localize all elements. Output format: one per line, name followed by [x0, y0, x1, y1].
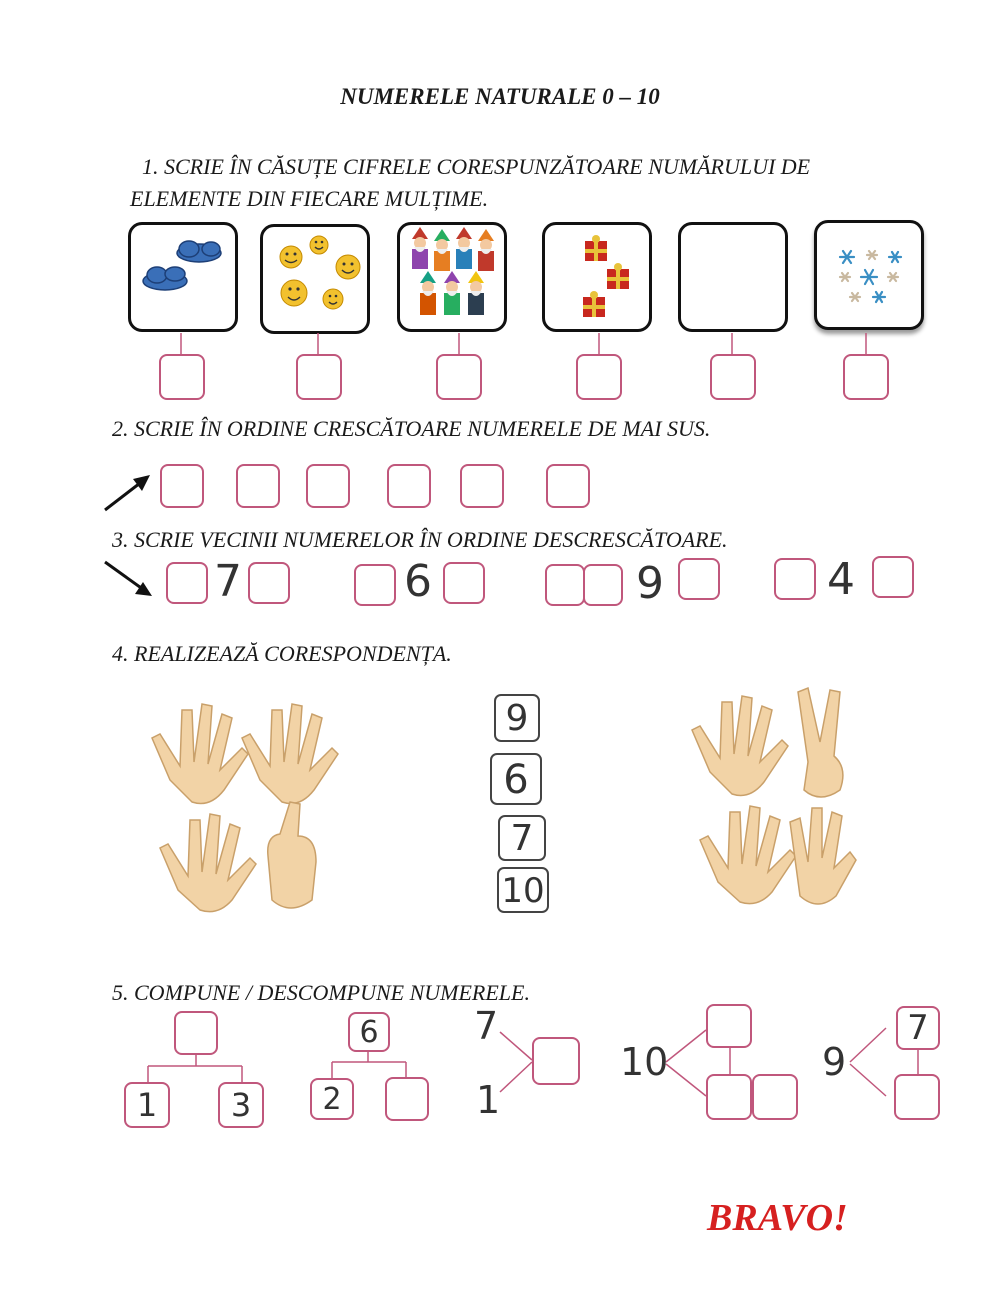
page-title: NUMERELE NATURALE 0 – 10: [340, 84, 660, 109]
hand-four-fingers: [790, 808, 856, 904]
task1-instruction-line1: 1. SCRIE ÎN CĂSUȚE CIFRELE CORESPUNZĂTOARE NUMĂRULUI DE: [142, 154, 811, 179]
neighbor-number-4: 4: [827, 554, 855, 605]
sum-1-3-box[interactable]: [174, 1011, 218, 1055]
neighbor-6-right-box[interactable]: [443, 562, 485, 604]
match-number-7: 7: [498, 815, 546, 861]
hand-open-4: [692, 696, 788, 796]
set-count-box-3[interactable]: [436, 354, 482, 400]
set-count-box-1[interactable]: [159, 354, 205, 400]
hands-right-group: [680, 682, 870, 914]
match-number-6: 6: [490, 753, 542, 805]
tree2-missing-part-box[interactable]: [385, 1077, 429, 1121]
neighbor-7-right-box[interactable]: [248, 562, 290, 604]
set-count-box-6[interactable]: [843, 354, 889, 400]
ascending-box-5[interactable]: [460, 464, 504, 508]
ascending-box-6[interactable]: [546, 464, 590, 508]
split10-bottom-box-a[interactable]: [706, 1074, 752, 1120]
tree2-whole-6: 6: [348, 1012, 390, 1052]
hand-open-1: [152, 704, 248, 804]
ascending-box-2[interactable]: [236, 464, 280, 508]
match-number-10: 10: [497, 867, 549, 913]
set-count-box-5[interactable]: [710, 354, 756, 400]
ascending-box-4[interactable]: [387, 464, 431, 508]
split-number-9: 9: [822, 1040, 847, 1084]
split9-part-7: 7: [896, 1006, 940, 1050]
match-number-9: 9: [494, 694, 540, 742]
arrow-up-right-icon: [100, 470, 160, 520]
hand-open-2: [242, 704, 338, 804]
hand-open-3: [160, 814, 256, 912]
hand-one-finger: [268, 802, 316, 908]
neighbor-number-7: 7: [214, 556, 242, 607]
neighbor-number-6: 6: [404, 556, 432, 607]
neighbor-7-left-box[interactable]: [166, 562, 208, 604]
set-count-box-2[interactable]: [296, 354, 342, 400]
tree1-part-1: 1: [124, 1082, 170, 1128]
task3-instruction: 3. SCRIE VECINII NUMERELOR ÎN ORDINE DESCRESCĂTOARE.: [112, 527, 728, 552]
split10-bottom-box-b[interactable]: [752, 1074, 798, 1120]
neighbor-6-left-box[interactable]: [354, 564, 396, 606]
task4-instruction: 4. REALIZEAZĂ CORESPONDENȚA.: [112, 641, 452, 666]
neighbor-9-right-box[interactable]: [678, 558, 720, 600]
task2-instruction: 2. SCRIE ÎN ORDINE CRESCĂTOARE NUMERELE DE MAI SUS.: [112, 416, 711, 441]
ascending-box-1[interactable]: [160, 464, 204, 508]
split10-top-box[interactable]: [706, 1004, 752, 1048]
hand-open-5: [700, 806, 796, 904]
join-number-1: 1: [476, 1078, 501, 1122]
arrow-down-right-icon: [100, 556, 160, 602]
join-result-box[interactable]: [532, 1037, 580, 1085]
task5-instruction: 5. COMPUNE / DESCOMPUNE NUMERELE.: [112, 980, 530, 1005]
bravo-text: BRAVO!: [707, 1197, 848, 1239]
neighbor-4-left-box[interactable]: [774, 558, 816, 600]
tree2-part-2: 2: [310, 1078, 354, 1120]
tree1-part-3: 3: [218, 1082, 264, 1128]
ascending-box-3[interactable]: [306, 464, 350, 508]
neighbor-9-left-box-b[interactable]: [583, 564, 623, 606]
neighbor-number-9: 9: [636, 558, 664, 609]
split-number-10: 10: [620, 1040, 669, 1084]
hand-two-fingers: [798, 688, 843, 797]
hands-left-group: [140, 690, 360, 920]
join-number-7: 7: [474, 1004, 499, 1048]
neighbor-9-left-box-a[interactable]: [545, 564, 585, 606]
task1-instruction-line2: ELEMENTE DIN FIECARE MULȚIME.: [130, 186, 489, 211]
split9-missing-part-box[interactable]: [894, 1074, 940, 1120]
neighbor-4-right-box[interactable]: [872, 556, 914, 598]
set-count-box-4[interactable]: [576, 354, 622, 400]
